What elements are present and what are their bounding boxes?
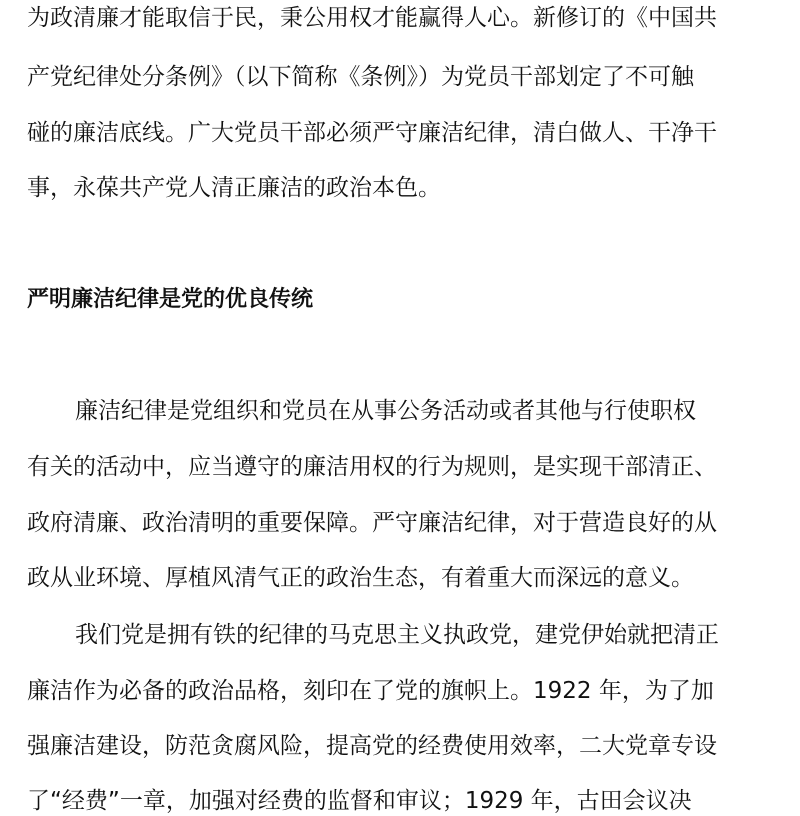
paragraph-1-line-4: 政从业环境、厚植风清气正的政治生态，有着重大而深远的意义。 (27, 565, 694, 591)
paragraph-1-line-3: 政府清廉、政治清明的重要保障。严守廉洁纪律，对于营造良好的从 (27, 510, 717, 536)
paragraph-2-line-1: 我们党是拥有铁的纪律的马克思主义执政党，建党伊始就把清正 (75, 622, 719, 648)
intro-line-4: 事，永葆共产党人清正廉洁的政治本色。 (27, 175, 441, 201)
paragraph-2-line-2: 廉洁作为必备的政治品格，刻印在了党的旗帜上。1922 年，为了加 (27, 678, 714, 704)
paragraph-1-line-1: 廉洁纪律是党组织和党员在从事公务活动或者其他与行使职权 (75, 398, 696, 424)
section-heading: 严明廉洁纪律是党的优良传统 (27, 287, 314, 312)
intro-line-3: 碰的廉洁底线。广大党员干部必须严守廉洁纪律，清白做人、干净干 (27, 120, 717, 146)
paragraph-2-line-4: 了“经费”一章，加强对经费的监督和审议；1929 年，古田会议决 (27, 788, 692, 814)
intro-line-1: 为政清廉才能取信于民，秉公用权才能赢得人心。新修订的《中国共 (27, 5, 717, 31)
paragraph-2-line-3: 强廉洁建设，防范贪腐风险，提高党的经费使用效率，二大党章专设 (27, 733, 717, 759)
intro-line-2: 产党纪律处分条例》（以下简称《条例》）为党员干部划定了不可触 (27, 64, 694, 90)
paragraph-1-line-2: 有关的活动中，应当遵守的廉洁用权的行为规则，是实现干部清正、 (27, 454, 717, 480)
